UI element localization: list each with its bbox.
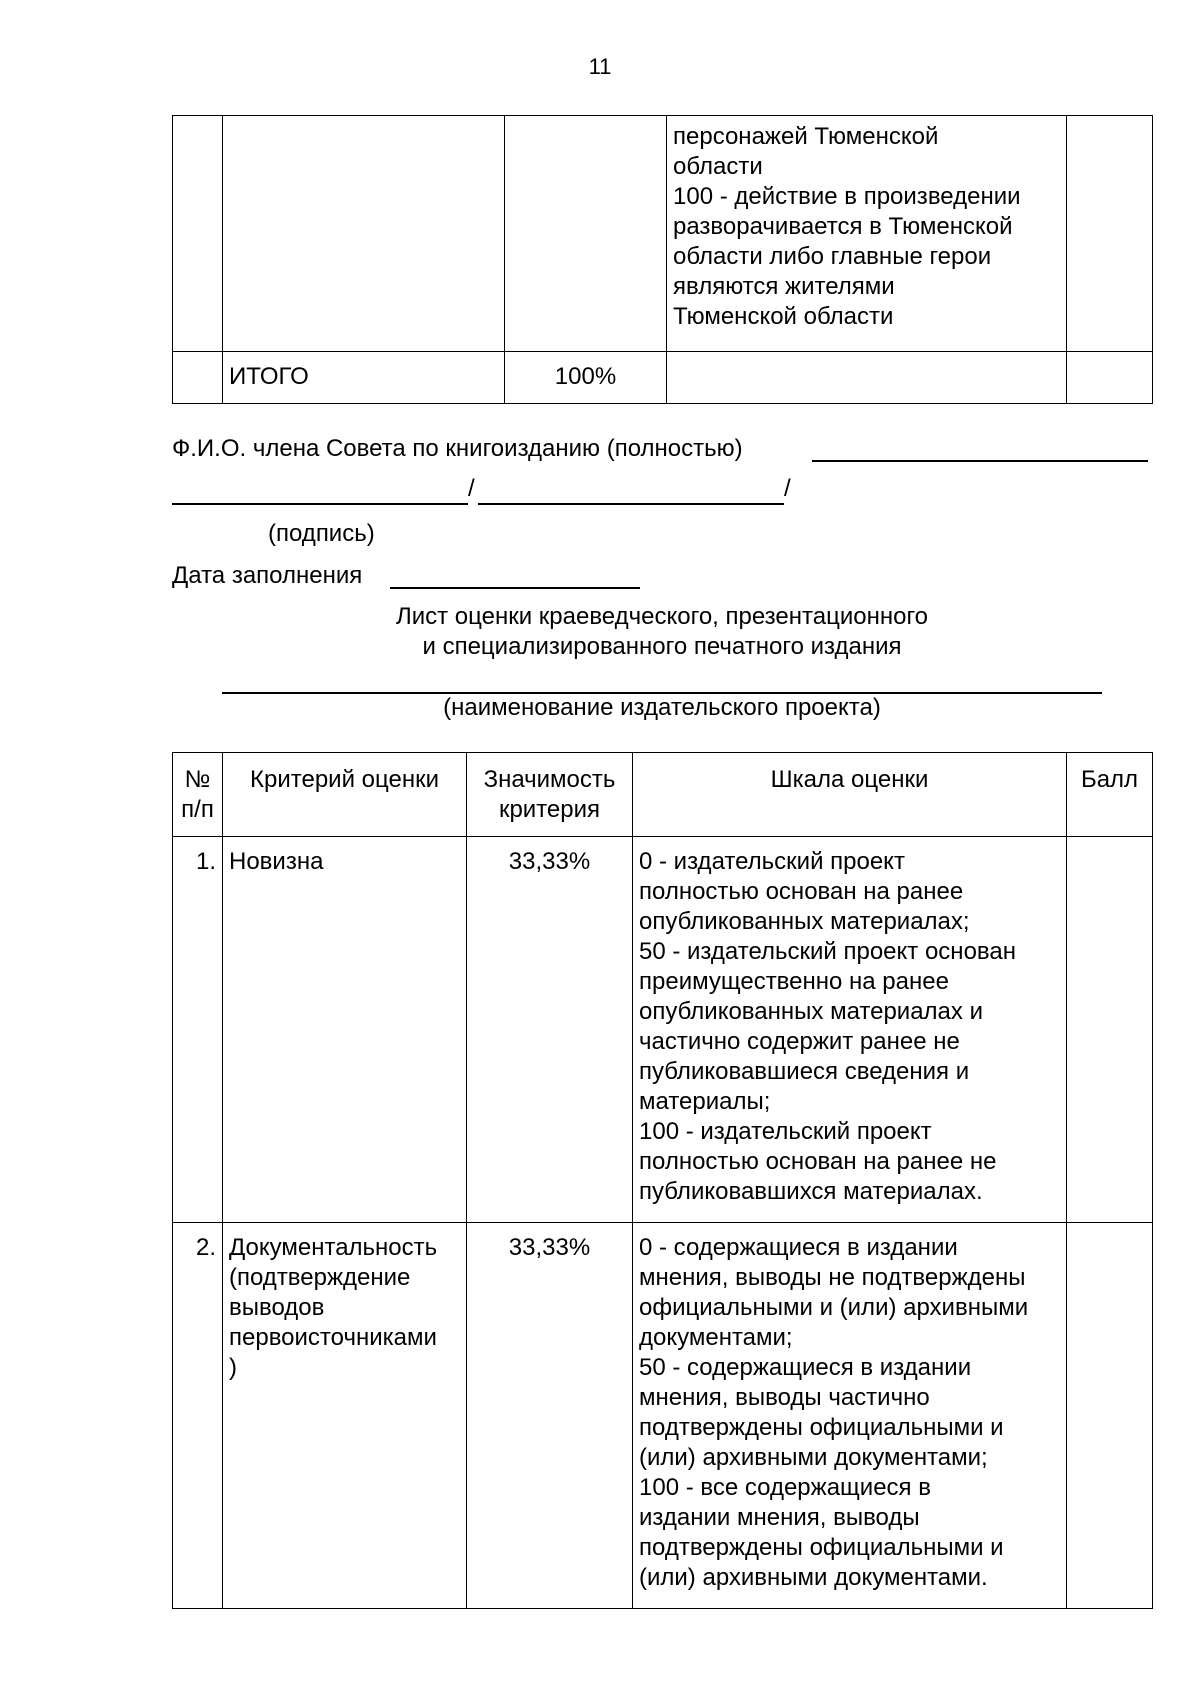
row-1-weight: 33,33%	[467, 837, 633, 1223]
date-input-line[interactable]	[390, 587, 640, 589]
row-2-scale: 0 - содержащиеся в издании мнения, выводы не подтверждены официальными и (или) архивными документами; 50 - содержащиеся в издании мнения, выводы частично подтверждены официальными и (или) архивными документами; 100 - все содержащиеся в издании мнения, выводы подтверждены официальными и (или) архивными документами.	[633, 1223, 1067, 1609]
slash-1: /	[468, 475, 475, 502]
cont-weight-cell	[505, 116, 667, 352]
total-value: 100%	[505, 352, 667, 404]
slash-2: /	[784, 475, 791, 502]
cont-criterion-cell	[223, 116, 505, 352]
name-decoding-input-line[interactable]	[478, 503, 784, 505]
total-scale-cell	[667, 352, 1067, 404]
signature-caption: (подпись)	[268, 520, 375, 547]
header-criterion: Критерий оценки	[223, 753, 467, 837]
header-score: Балл	[1067, 753, 1153, 837]
top-table	[172, 115, 1153, 404]
sheet-title-line-1: Лист оценки краеведческого, презентационного	[395, 603, 929, 630]
header-weight: Значимость критерия	[467, 753, 633, 837]
row-1-criterion: Новизна	[223, 837, 467, 1223]
row-1-scale: 0 - издательский проект полностью основан на ранее опубликованных материалах; 50 - издательский проект основан преимущественно на ранее опубликованных материалах и частично содержит ранее не публиковавшиеся сведения и материалы; 100 - издательский проект полностью основан на ранее не публиковавшихся материалах.	[633, 837, 1067, 1223]
total-row	[173, 352, 1153, 404]
row-2-num: 2.	[173, 1223, 223, 1609]
table-row	[173, 837, 1153, 1223]
fio-input-line[interactable]	[812, 460, 1148, 462]
table-row	[173, 116, 1153, 352]
table-row	[173, 1223, 1153, 1609]
cont-scale-cell: персонажей Тюменской области 100 - действие в произведении разворачивается в Тюменской области либо главные герои являются жителями Тюменской области	[667, 116, 1067, 352]
header-scale: Шкала оценки	[633, 753, 1067, 837]
row-2-score[interactable]	[1067, 1223, 1153, 1609]
evaluation-table	[172, 752, 1153, 1609]
project-caption: (наименование издательского проекта)	[443, 694, 881, 721]
page-number: 11	[588, 54, 612, 79]
total-label: ИТОГО	[223, 352, 505, 404]
cont-score-cell	[1067, 116, 1153, 352]
header-num: № п/п	[173, 753, 223, 837]
sheet-title-line-2: и специализированного печатного издания	[422, 633, 902, 660]
row-1-num: 1.	[173, 837, 223, 1223]
row-2-weight: 33,33%	[467, 1223, 633, 1609]
date-label: Дата заполнения	[172, 562, 363, 589]
total-num-cell	[173, 352, 223, 404]
fio-label: Ф.И.О. члена Совета по книгоизданию (полностью)	[172, 435, 743, 462]
header-row	[173, 753, 1153, 837]
cont-num-cell	[173, 116, 223, 352]
row-1-score[interactable]	[1067, 837, 1153, 1223]
row-2-criterion: Документальность (подтверждение выводов первоисточниками )	[223, 1223, 467, 1609]
total-score-cell	[1067, 352, 1153, 404]
signature-input-line[interactable]	[172, 503, 468, 505]
